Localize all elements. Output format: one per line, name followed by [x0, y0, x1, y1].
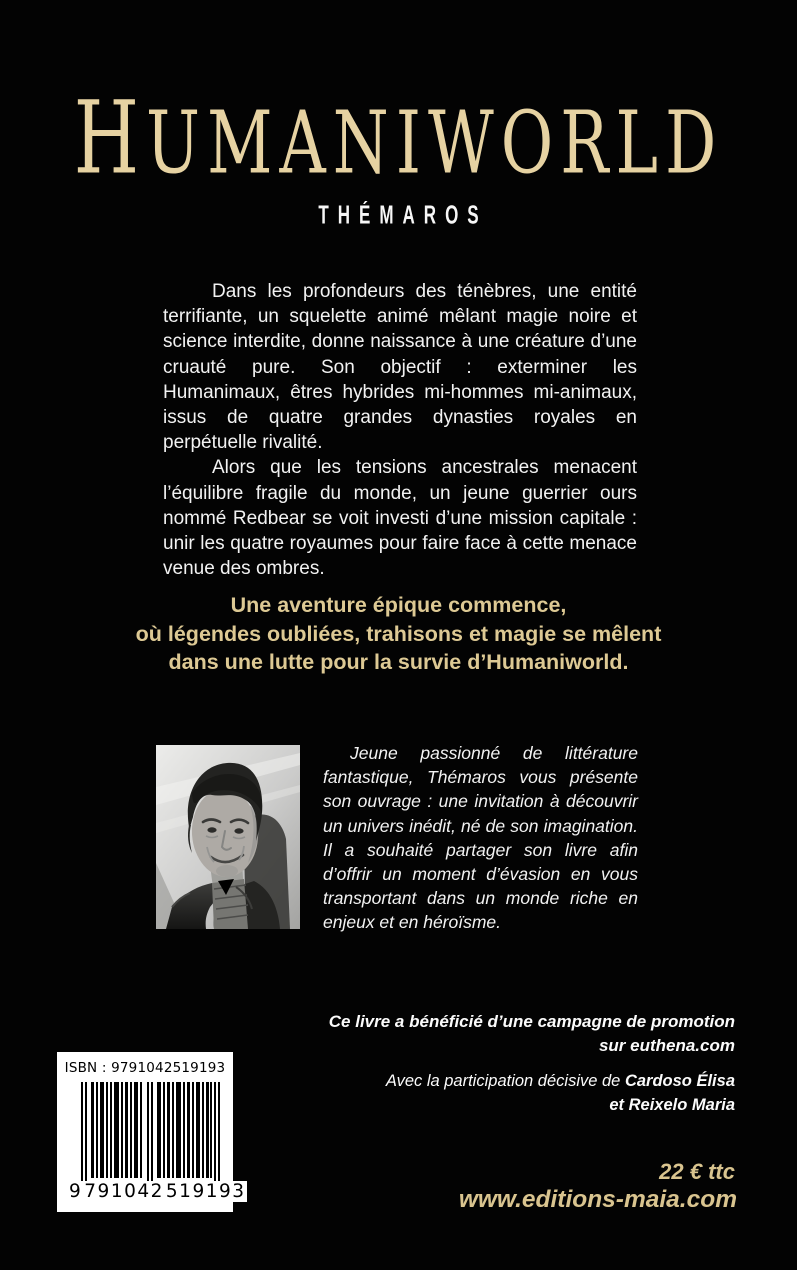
- author-photo: [156, 745, 300, 929]
- tagline-line-1: Une aventure épique commence,: [230, 593, 567, 617]
- synopsis-paragraph-1: Dans les profondeurs des ténèbres, une entité terrifiante, un squelette animé mêlant magie noire et science interdite, donne naissance à une créature d’une cruauté pure. Son objectif : exterminer les Humanimaux, êtres hybrides mi-hommes mi-animaux, issus de quatre grandes dynasties royales en perpétuelle rivalité.: [163, 281, 637, 454]
- promo-campaign-line-2: sur euthena.com: [598, 1035, 735, 1055]
- promo-participation-line-1: [200, 1070, 735, 1094]
- author-name: THÉMAROS: [318, 201, 488, 230]
- tagline-line-3: dans une lutte pour la survie d’Humaniworld.: [168, 650, 629, 674]
- isbn-label: ISBN : 9791042519193: [64, 1060, 226, 1076]
- barcode-digit-group-3: 519193: [165, 1180, 246, 1202]
- synopsis: [163, 279, 637, 581]
- book-title: HUMANIWORLD: [73, 80, 724, 197]
- barcode-digits: [68, 1178, 246, 1204]
- tagline: [40, 591, 757, 677]
- participant-name-1: Cardoso Élisa: [624, 1072, 735, 1090]
- synopsis-paragraph-2: Alors que les tensions ancestrales menacent l’équilibre fragile du monde, un jeune guerrier ours nommé Redbear se voit investi d’une mission capitale : unir les quatre royaumes pour faire face à cette menace venue des ombres.: [163, 457, 637, 580]
- promo-participation: [200, 1070, 735, 1117]
- tagline-line-2: où légendes oubliées, trahisons et magie se mêlent: [135, 621, 662, 646]
- isbn-barcode: [57, 1052, 246, 1212]
- promotion-block: [200, 1010, 735, 1117]
- promo-campaign-line-1: Ce livre a bénéficié d’une campagne de promotion: [328, 1012, 735, 1031]
- participation-prefix: Avec la participation décisive de: [385, 1072, 621, 1090]
- promo-participation-line-2: et Reixelo Maria: [609, 1095, 735, 1114]
- promo-campaign: [200, 1010, 735, 1057]
- author-bio: Jeune passionné de littérature fantastique, Thémaros vous présente son ouvrage : une invitation à découvrir un univers inédit, né de son imagination. Il a souhaité partager son livre afin d’offrir un moment d’évasion en vous transportant dans un monde riche en enjeux et en héroïsme.: [323, 743, 638, 933]
- publisher-website: www.editions-maia.com: [458, 1186, 737, 1213]
- barcode-digit-group-1: 9: [69, 1180, 83, 1202]
- price: 22 € ttc: [659, 1159, 735, 1184]
- barcode-digit-group-2: 791042: [84, 1180, 164, 1202]
